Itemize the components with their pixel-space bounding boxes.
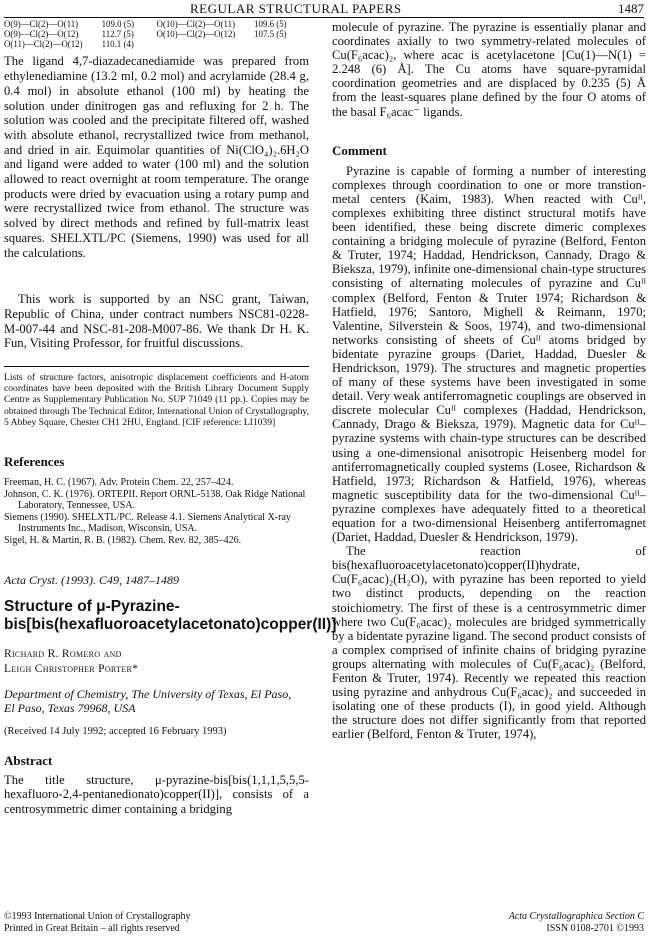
abstract-continued: molecule of pyrazine. The pyrazine is essentially planar and coordinates axially to two symmetry-related molecules of Cu(F₆acac)₂, where acac is acetylacetone [Cu(1)—N(1) = 2.248 (6) Å]. The Cu atoms have square-pyramidal coordination geometries and are displaced by 0.235 (5) Å from the least-squares plane defined by the four O atoms of the basal F₆acac⁻ ligands. [332, 20, 646, 119]
author-1: Richard R. Romero and [4, 647, 122, 660]
journal-section: Acta Crystallographica Section C [508, 911, 644, 922]
table-row: O(11)—Cl(2)—O(12) 110.1 (4) [4, 38, 134, 49]
affiliation: Department of Chemistry, The University of Texas, El Paso, El Paso, Texas 79968, USA [4, 686, 292, 716]
table-row: O(9)—Cl(2)—O(12) 112.7 (5) O(10)—Cl(2)—O(12) 107.5 (5) [4, 28, 287, 39]
comment-paragraph-1: Pyrazine is capable of forming a number of interesting complexes through coordination to one or more transtion-metal centers (Kaim, 1983). When reacted with Cuᴵᴵ, complexes exhibiting three distinct structural motifs have been identified, these being discrete dimeric complexes containing a bridging molecule of pyrazine (Belford, Fenton & Truter, 1974; Haddad, Hendrickson, Cannady, Drago & Bieksza, 1979), infinite one-dimensional chain-type structures consisting of alternating molecules of pyrazine and Cuᴵᴵ complex (Belford, Fenton & Truter 1974; Richardson & Hatfield, 1976; Santoro, Mighell & Reimann, 1970; Valentine, Silverstein & Soos, 1974), and two-dimensional networks consisting of sheets of Cuᴵᴵ atoms bridged by bidentate pyrazine groups (Dariet, Haddad, Duesler & Hendrickson, 1979). The structures and magnetic properties of many of these systems have been investigated in some detail. Very weak antiferromagnetic couplings are observed in discrete molecular Cuᴵᴵ complexes (Haddad, Hendrickson, Cannady, Drago & Bieksza, 1979). Magnetic data for Cuᴵᴵ–pyrazine systems with chain-type structures can be described using a one-dimensional anisotropic Heisenberg model for antiferromagnetically coupled systems (Losee, Richardson & Hatfield, 1973; Richardson & Hatfield, 1976), whereas magnetic susceptibility data for the two-dimensional Cuᴵᴵ–pyrazine complexes have adequately fitted to a theoretical equation for a two-dimensional Heisenberg antiferromagnet (Dariet, Haddad, Duesler & Hendrickson, 1979). [332, 163, 646, 545]
deposition-rule [4, 366, 309, 367]
abstract-paragraph: The title structure, μ-pyrazine-bis[bis(1,1,1,5,5,5-hexafluoro-2,4-pentanedionato)copper(II)], consists of a centrosymmetric dimer containing a bridging [4, 772, 309, 817]
deposition-note: Lists of structure factors, anisotropic displacement coefficients and H-atom coordinates have been deposited with the British Library Document Supply Centre as Supplementary Publication No. SUP 71049 (11 pp.). Copies may be obtained through The Technical Editor, International Union of Crystallography, 5 Abbey Square, Chester CH1 2HU, England. [CIF reference: LI1039] [4, 372, 309, 428]
list-item: Johnson, C. K. (1976). ORTEPII. Report ORNL-5138. Oak Ridge National Laboratory, Tennessee, USA. [4, 488, 306, 512]
table-row: O(9)—Cl(2)—O(11) 109.0 (5) O(10)—Cl(2)—O(11) 109.6 (5) [4, 19, 287, 29]
comment-paragraph-2: The reaction of bis(hexafluoroacetylacetonato)copper(II)hydrate, Cu(F₆acac)₂(H₂O), with pyrazine has been reported to yield two distinct products, depending on the reaction stoichiometry. The first of these is a centrosymmetric dimer where two Cu(F₆acac)₂ molecules are bridged symmetrically by a bidentate pyrazine ligand. The second product consists of a complex comprised of infinite chains of bridging pyrazine groups alternating with molecules of Cu(F₆acac)₂ (Belford, Fenton & Truter, 1974). Recently we repeated this reaction using pyrazine and anhydrous Cu(F₆acac)₂ and succeeded in isolating one of these products (I), in good yield. Although the structure does not differ significantly from that reported earlier (Belford, Fenton & Truter, 1974), [332, 544, 646, 742]
list-item: Sigel, H. & Martin, R. B. (1982). Chem. Rev. 82, 385–426. [4, 535, 242, 547]
angles-table [4, 20, 309, 49]
journal-reference: Acta Cryst. (1993). C49, 1487–1489 [4, 572, 179, 587]
references-heading: References [4, 454, 65, 470]
left-column [4, 19, 337, 817]
list-item: Freeman, H. C. (1967). Adv. Protein Chem. 22, 257–424. [4, 477, 234, 489]
right-column [332, 20, 646, 742]
author-2: Leigh Christopher Porter* [4, 662, 139, 675]
copyright-line: ©1993 International Union of Crystallography [4, 911, 191, 922]
references-list [4, 477, 309, 547]
running-title: REGULAR STRUCTURAL PAPERS [190, 1, 402, 16]
list-item: Siemens (1990). SHELXTL/PC. Release 4.1. Siemens Analytical X-ray Instruments Inc., Madison, Wisconsin, USA. [4, 511, 291, 535]
footer-left [4, 911, 190, 935]
page-number: 1487 [618, 1, 644, 16]
received-dates: (Received 14 July 1992; accepted 16 February 1993) [4, 725, 227, 737]
acknowledgement-paragraph: This work is supported by an NSC grant, Taiwan, Republic of China, under contract numbers NSC81-0228-M-007-44 and NSC-81-208-M007-86. We thank Dr H. K. Fun, Visiting Professor, for fruitful discussions. [4, 292, 309, 351]
footer-right [509, 911, 644, 935]
article-title: Structure of μ-Pyrazine-bis[bis(hexafluoroacetylacetonato)copper(II)] [4, 597, 337, 634]
abstract-heading: Abstract [4, 752, 53, 768]
header-rule [4, 17, 644, 18]
comment-heading: Comment [332, 142, 387, 158]
page-header [0, 0, 650, 18]
issn-line: ISSN 0108-2701 ©1993 [546, 923, 644, 934]
preparation-paragraph: The ligand 4,7-diazadecanediamide was prepared from ethylenediamine (13.2 ml, 0.2 mol) and acrylamide (28.4 g, 0.4 mol) in absolute ethanol (100 ml) by heating the solution under dinitrogen gas and refluxing for 2 h. The solution was cooled and the precipitate filtered off, washed with absolute ethanol, recrystallized twice from methanol, and dried in air. Equimolar quantities of Ni(ClO₄)₂.6H₂O and ligand were added to water (100 ml) and the solution allowed to react overnight at room temperature. The orange products were dried by evacuation using a rotary pump and were recrystallized twice from ethanol. The structure was solved by direct methods and refined by full-matrix least squares. SHELXTL/PC (Siemens, 1990) was used for all the calculations. [4, 54, 309, 260]
printed-line: Printed in Great Britain – all rights reserved [4, 923, 180, 934]
